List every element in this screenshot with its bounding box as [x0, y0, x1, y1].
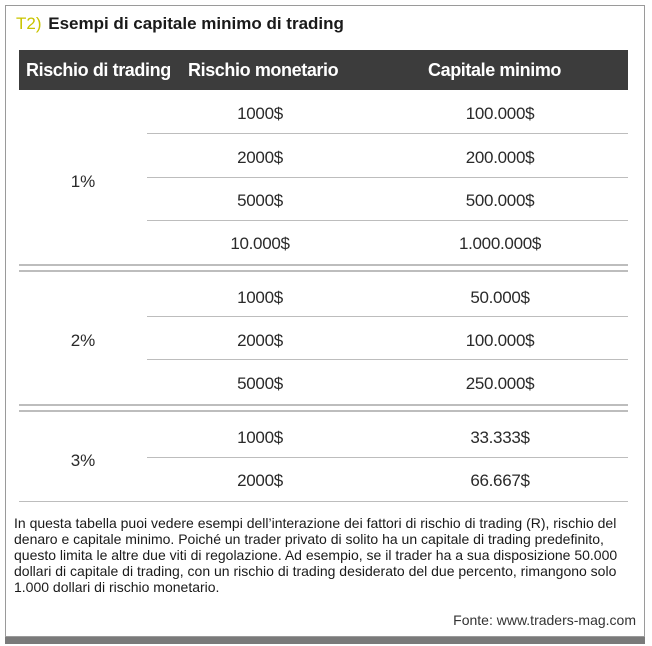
figure-tag: T2) [16, 14, 42, 33]
table-cell-monetary: 1000$ [237, 428, 283, 447]
table-caption: In questa tabella puoi vedere esempi dell’interazione dei fattori di rischio di trading (R), rischio del denaro e capitale minimo. Poiché un trader privato di solito ha un capitale di trading predefinito, questo limita le altre due viti di regolazione. Ad esempio, se il trader ha a sua disposizione 50.000 dollari di capitale di trading, con un rischio di trading desiderato del due percento, rimangono solo 1.000 dollari di rischio monetario. [14, 515, 618, 595]
table-cell-monetary: 1000$ [237, 104, 283, 123]
table-cell-capital: 50.000$ [470, 288, 530, 307]
risk-cell-3: 3% [70, 451, 96, 470]
group-separator [19, 404, 628, 412]
bottom-bar [5, 637, 645, 644]
table-cell-capital: 66.667$ [470, 471, 530, 490]
table-cell-monetary: 1000$ [237, 288, 283, 307]
figure-title [16, 14, 344, 34]
table-cell-monetary: 2000$ [237, 148, 283, 167]
row-divider [147, 177, 628, 178]
table-cell-capital: 33.333$ [470, 428, 530, 447]
table-cell-monetary: 5000$ [237, 374, 283, 393]
risk-cell-1: 1% [70, 172, 96, 191]
table-cell-monetary: 5000$ [237, 191, 283, 210]
risk-cell-2: 2% [70, 331, 96, 350]
header-monetary-risk: Rischio monetario [188, 60, 339, 80]
table-cell-monetary: 2000$ [237, 471, 283, 490]
source-credit: Fonte: www.traders-mag.com [453, 612, 636, 628]
row-divider [147, 316, 628, 317]
header-trading-risk: Rischio di trading [26, 60, 171, 80]
table-cell-capital: 100.000$ [465, 331, 535, 350]
figure-title-text: Esempi di capitale minimo di trading [48, 14, 344, 33]
table-cell-monetary: 2000$ [237, 331, 283, 350]
table-cell-capital: 100.000$ [465, 104, 535, 123]
row-divider [147, 220, 628, 221]
table-header [19, 50, 628, 90]
row-divider [147, 457, 628, 458]
group-separator [19, 264, 628, 272]
table-cell-monetary: 10.000$ [230, 234, 290, 253]
row-divider [147, 359, 628, 360]
header-minimum-capital: Capitale minimo [428, 60, 562, 80]
table-cell-capital: 1.000.000$ [458, 234, 542, 253]
table-cell-capital: 200.000$ [465, 148, 535, 167]
table-bottom-border [19, 501, 628, 502]
row-divider [147, 133, 628, 134]
table-cell-capital: 500.000$ [465, 191, 535, 210]
table-cell-capital: 250.000$ [465, 374, 535, 393]
